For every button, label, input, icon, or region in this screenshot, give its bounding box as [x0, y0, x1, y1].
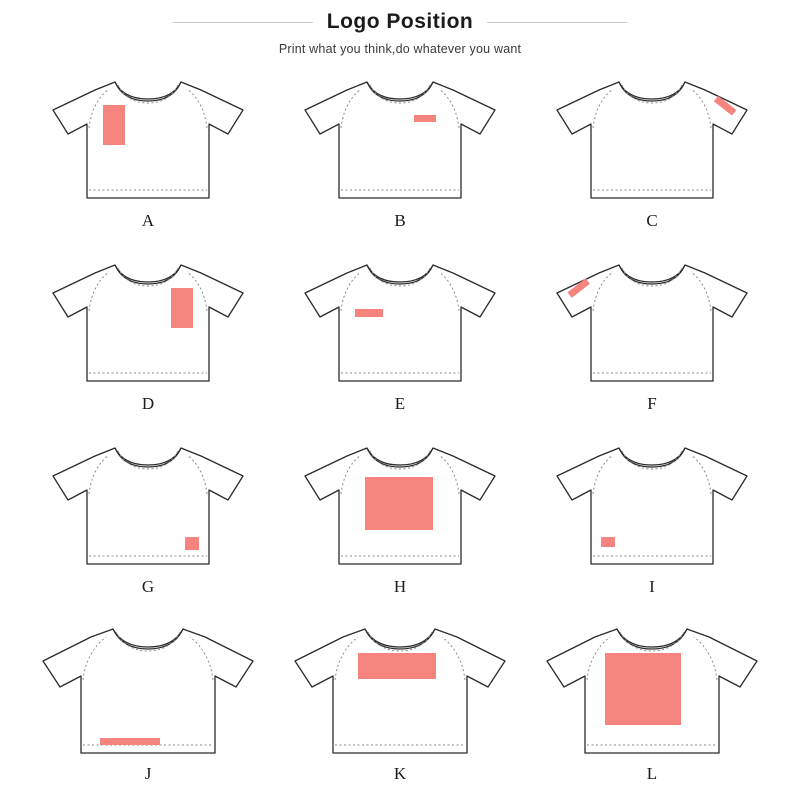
shirt-grid	[22, 68, 778, 800]
logo-placement-i	[601, 537, 615, 547]
logo-placement-k	[358, 653, 436, 679]
shirt-option-f[interactable]	[526, 251, 778, 434]
shirt-label-c: C	[646, 211, 658, 230]
shirt-label-b: B	[394, 211, 406, 230]
shirt-option-a[interactable]	[22, 68, 274, 251]
page-title: Logo Position	[326, 10, 474, 33]
shirt-option-g[interactable]	[22, 434, 274, 617]
title-rule-right	[487, 22, 627, 23]
shirt-graphic-k	[285, 617, 515, 769]
page-subtitle: Print what you think,do whatever you want	[278, 42, 522, 56]
shirt-label-a: A	[141, 211, 155, 230]
shirt-label-e: E	[394, 394, 406, 413]
shirt-option-d[interactable]	[22, 251, 274, 434]
shirt-option-l[interactable]	[526, 617, 778, 800]
shirt-label-l: L	[646, 764, 658, 783]
shirt-label-f: F	[647, 394, 657, 413]
logo-placement-b	[414, 115, 436, 122]
shirt-graphic-c	[547, 68, 757, 216]
logo-placement-g	[185, 537, 199, 550]
shirt-option-i[interactable]	[526, 434, 778, 617]
header	[0, 0, 800, 56]
logo-placement-d	[171, 288, 193, 328]
shirt-graphic-f	[547, 251, 757, 399]
logo-placement-l	[605, 653, 681, 725]
shirt-label-d: D	[141, 394, 155, 413]
logo-placement-a	[103, 105, 125, 145]
shirt-label-k: K	[393, 764, 407, 783]
shirt-graphic-h	[295, 434, 505, 582]
shirt-label-j: J	[144, 764, 152, 783]
shirt-graphic-e	[295, 251, 505, 399]
shirt-option-e[interactable]	[274, 251, 526, 434]
shirt-option-b[interactable]	[274, 68, 526, 251]
title-row	[0, 10, 800, 34]
shirt-label-g: G	[141, 577, 155, 596]
shirt-graphic-b	[295, 68, 505, 216]
shirt-graphic-j	[33, 617, 263, 769]
shirt-graphic-a	[43, 68, 253, 216]
shirt-label-i: I	[649, 577, 655, 596]
shirt-option-h[interactable]	[274, 434, 526, 617]
logo-placement-j	[100, 738, 160, 745]
shirt-option-j[interactable]	[22, 617, 274, 800]
shirt-graphic-l	[537, 617, 767, 769]
shirt-label-h: H	[393, 577, 407, 596]
title-rule-left	[173, 22, 313, 23]
shirt-option-k[interactable]	[274, 617, 526, 800]
shirt-graphic-g	[43, 434, 253, 582]
shirt-graphic-i	[547, 434, 757, 582]
logo-placement-e	[355, 309, 383, 317]
shirt-option-c[interactable]	[526, 68, 778, 251]
shirt-graphic-d	[43, 251, 253, 399]
logo-placement-h	[365, 477, 433, 530]
